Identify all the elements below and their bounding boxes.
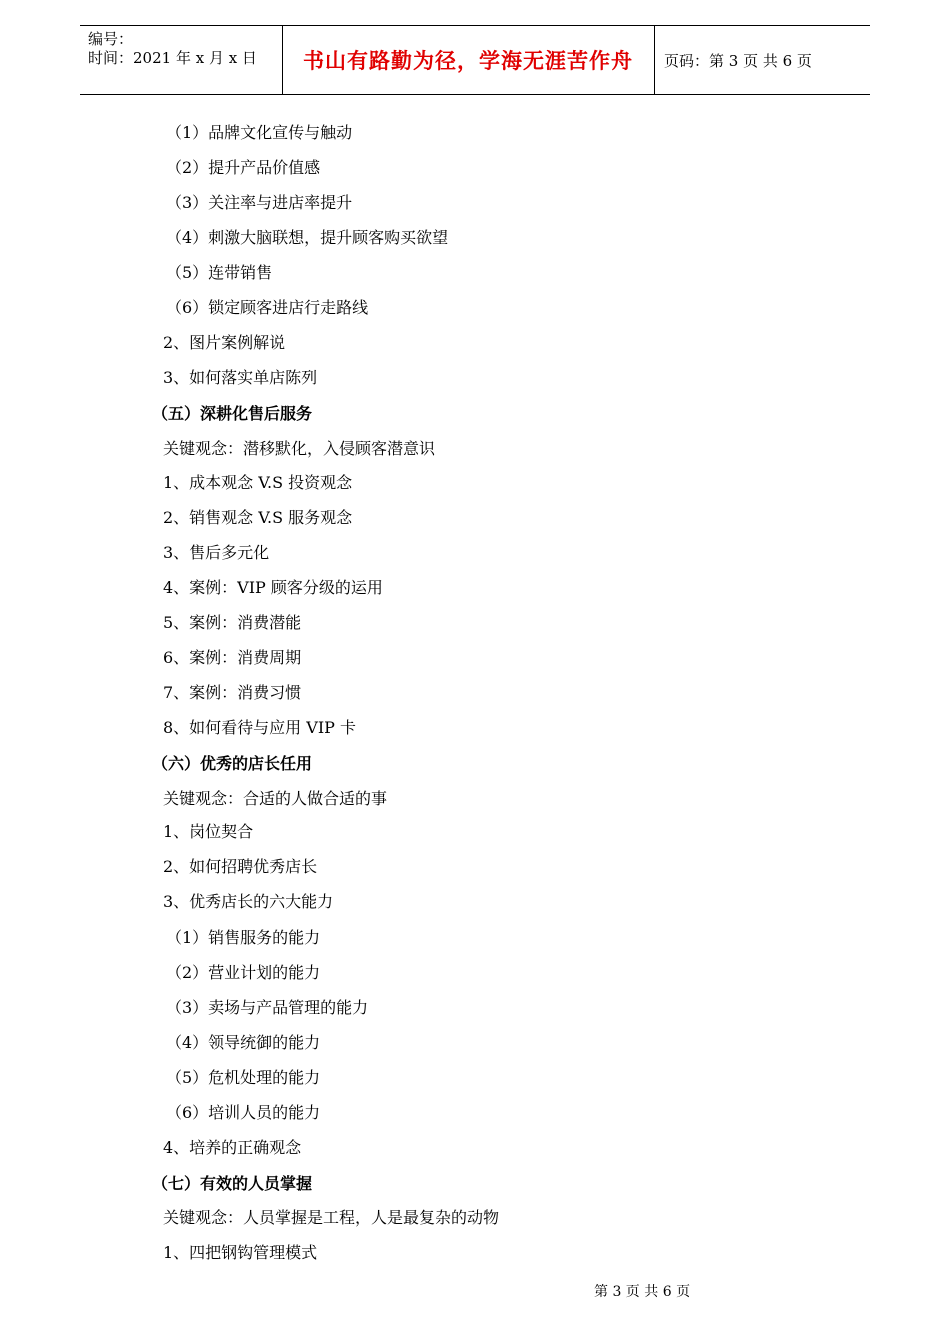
header-page-cell bbox=[655, 26, 870, 94]
list-item: （5）连带销售 bbox=[166, 263, 273, 282]
list-item: （1）品牌文化宣传与触动 bbox=[166, 123, 353, 142]
list-item: 1、岗位契合 bbox=[163, 822, 254, 841]
list-item: 8、如何看待与应用 VIP 卡 bbox=[163, 718, 356, 737]
header-motto: 书山有路勤为径，学海无涯苦作舟 bbox=[303, 48, 633, 73]
section-heading: （五）深耕化售后服务 bbox=[152, 404, 313, 423]
header-motto-cell bbox=[282, 26, 655, 94]
list-item: 6、案例：消费周期 bbox=[163, 648, 302, 667]
list-item: （1）销售服务的能力 bbox=[166, 928, 321, 947]
document-time-label: 时间：2021 年 x 月 x 日 bbox=[88, 49, 257, 67]
key-concept: 关键观念：合适的人做合适的事 bbox=[163, 789, 388, 808]
list-item: （2）营业计划的能力 bbox=[166, 963, 321, 982]
page-footer: 第 3 页 共 6 页 bbox=[594, 1284, 691, 1300]
section-heading: （六）优秀的店长任用 bbox=[152, 754, 313, 773]
list-item: 4、培养的正确观念 bbox=[163, 1138, 302, 1157]
list-item: （6）锁定顾客进店行走路线 bbox=[166, 298, 369, 317]
list-item: （6）培训人员的能力 bbox=[166, 1103, 321, 1122]
list-item: （2）提升产品价值感 bbox=[166, 158, 321, 177]
list-item: （3）卖场与产品管理的能力 bbox=[166, 998, 369, 1017]
list-item: 1、成本观念 V.S 投资观念 bbox=[163, 473, 353, 492]
list-item: 5、案例：消费潜能 bbox=[163, 613, 302, 632]
list-item: 3、售后多元化 bbox=[163, 543, 270, 562]
header-left-cell bbox=[80, 26, 283, 94]
list-item: （5）危机处理的能力 bbox=[166, 1068, 321, 1087]
header-page-code: 页码：第 3 页 共 6 页 bbox=[664, 51, 812, 70]
document-header bbox=[80, 25, 870, 95]
document-number-label: 编号： bbox=[88, 30, 134, 48]
list-item: （4）刺激大脑联想，提升顾客购买欲望 bbox=[166, 228, 449, 247]
list-item: 7、案例：消费习惯 bbox=[163, 683, 302, 702]
key-concept: 关键观念：人员掌握是工程，人是最复杂的动物 bbox=[163, 1208, 500, 1227]
list-item: 2、如何招聘优秀店长 bbox=[163, 857, 318, 876]
list-item: 3、优秀店长的六大能力 bbox=[163, 892, 334, 911]
section-heading: （七）有效的人员掌握 bbox=[152, 1174, 313, 1193]
list-item: 3、如何落实单店陈列 bbox=[163, 368, 318, 387]
list-item: 2、销售观念 V.S 服务观念 bbox=[163, 508, 353, 527]
key-concept: 关键观念：潜移默化，入侵顾客潜意识 bbox=[163, 439, 436, 458]
list-item: （3）关注率与进店率提升 bbox=[166, 193, 353, 212]
list-item: 1、四把钢钩管理模式 bbox=[163, 1243, 318, 1262]
list-item: 4、案例：VIP 顾客分级的运用 bbox=[163, 578, 383, 597]
list-item: （4）领导统御的能力 bbox=[166, 1033, 321, 1052]
list-item: 2、图片案例解说 bbox=[163, 333, 286, 352]
